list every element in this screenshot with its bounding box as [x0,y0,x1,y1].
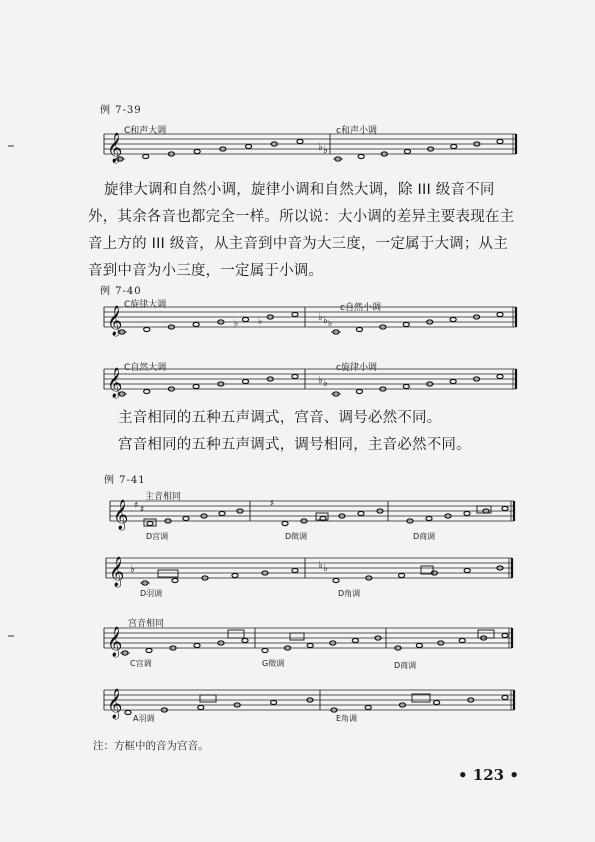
palace-note-box [290,633,304,640]
whole-note [194,643,200,647]
whole-note [194,149,200,153]
whole-note [242,379,248,383]
paragraph-line: 宫音相同的五种五声调式，调号相同，主音必然不同。 [118,437,471,453]
sharp-icon: ♯ [270,499,275,509]
treble-clef-icon: 𝄞 [107,306,123,336]
whole-note [125,710,131,714]
whole-note [356,327,362,331]
sharp-icon: ♯ [134,501,139,511]
staff-title: C自然大调 [124,363,167,373]
whole-note [144,389,150,393]
whole-note [426,516,432,520]
whole-note [172,578,178,582]
whole-note [307,643,313,647]
palace-note-box [228,630,244,638]
staff-title: c自然小调 [340,303,381,313]
paragraph-line: 外，其余各音也都完全一样。所以说：大小调的差异主要表现在主 [88,209,515,225]
key-label: D宫调 [146,532,169,541]
whole-note [464,568,470,572]
staff-title: c和声小调 [336,126,377,136]
paragraph-line: 旋律大调和自然小调，旋律小调和自然大调，除 III 级音不同 [104,182,495,198]
whole-note [183,516,189,520]
whole-note [464,511,470,515]
page-number: • 123 • [458,766,519,784]
whole-note [404,149,410,153]
whole-note [245,144,251,148]
flat-icon: ♭ [318,375,323,386]
whole-note [232,573,238,577]
key-label: E角调 [336,714,358,723]
whole-note [144,327,150,331]
flat-icon: ♭ [323,563,328,574]
key-label: C宫调 [130,659,152,668]
whole-note [292,568,298,572]
whole-note [193,384,199,388]
whole-note [403,384,409,388]
whole-note [434,700,440,704]
staff-title: 宫音相同 [128,619,165,629]
whole-note [502,633,508,637]
palace-note-box [200,695,216,702]
whole-note [502,695,508,699]
flat-icon: ♭ [323,315,328,326]
whole-note [147,521,153,525]
treble-clef-icon: 𝄞 [107,368,123,398]
whole-note [502,506,508,510]
whole-note [365,705,371,709]
whole-note [450,379,456,383]
whole-note [292,374,298,378]
key-label: D角调 [338,589,361,598]
whole-note [146,648,152,652]
whole-note [451,144,457,148]
staff-title: C和声大调 [124,126,167,136]
treble-clef-icon: 𝄞 [113,500,129,530]
whole-note [297,139,303,143]
example-label: 例 7-41 [104,475,146,486]
whole-note [497,374,503,378]
sharp-icon: ♯ [140,505,145,515]
whole-note [403,322,409,326]
paragraph-line: 音上方的 III 级音，从主音到中音为大三度，一定属于大调；从主 [88,236,508,252]
flat-icon: ♭ [234,319,239,329]
palace-note-box [144,519,156,526]
staff-title: c旋律小调 [336,363,377,373]
whole-note [193,322,199,326]
whole-note [450,317,456,321]
paragraph-line: 音到中音为小三度，一定属于小调。 [88,263,324,279]
example-label: 例 7-39 [100,105,142,116]
treble-clef-icon: 𝄞 [107,133,123,163]
whole-note [358,511,364,515]
flat-icon: ♭ [328,319,333,329]
whole-note [333,578,339,582]
flat-icon: ♭ [318,142,323,153]
flat-icon: ♭ [130,564,135,575]
whole-note [358,154,364,158]
whole-note [143,154,149,158]
whole-note [292,312,298,316]
whole-note [262,648,268,652]
whole-note [242,317,248,321]
whole-note [399,573,405,577]
flat-icon: ♭ [258,317,263,327]
flat-icon: ♭ [323,378,328,389]
whole-note [219,511,225,515]
palace-note-box [158,570,178,577]
whole-note [198,705,204,709]
key-label: G徵调 [262,659,285,668]
whole-note [497,312,503,316]
whole-note [282,521,288,525]
key-label: A羽调 [133,714,155,723]
staff-title: 主音相同 [145,492,182,502]
treble-clef-icon: 𝄞 [107,627,123,657]
example-label: 例 7-40 [100,286,142,297]
staff-title: C旋律大调 [124,300,167,310]
key-label: D商调 [394,661,417,670]
key-label: D商调 [413,532,436,541]
paragraph-line: 主音相同的五种五声调式，宫音、调号必然不同。 [118,410,442,426]
whole-note [242,638,248,642]
whole-note [497,139,503,143]
treble-clef-icon: 𝄞 [107,689,123,719]
key-label: D徵调 [285,532,308,541]
key-label: D羽调 [140,589,163,598]
whole-note [459,638,465,642]
whole-note [356,389,362,393]
flat-icon: ♭ [323,145,328,156]
treble-clef-icon: 𝄞 [109,557,125,587]
whole-note [271,700,277,704]
footnote: 注：方框中的音为宫音。 [93,740,209,752]
flat-icon: ♭ [318,312,323,323]
whole-note [352,638,358,642]
flat-icon: ♭ [318,560,323,571]
whole-note [416,643,422,647]
